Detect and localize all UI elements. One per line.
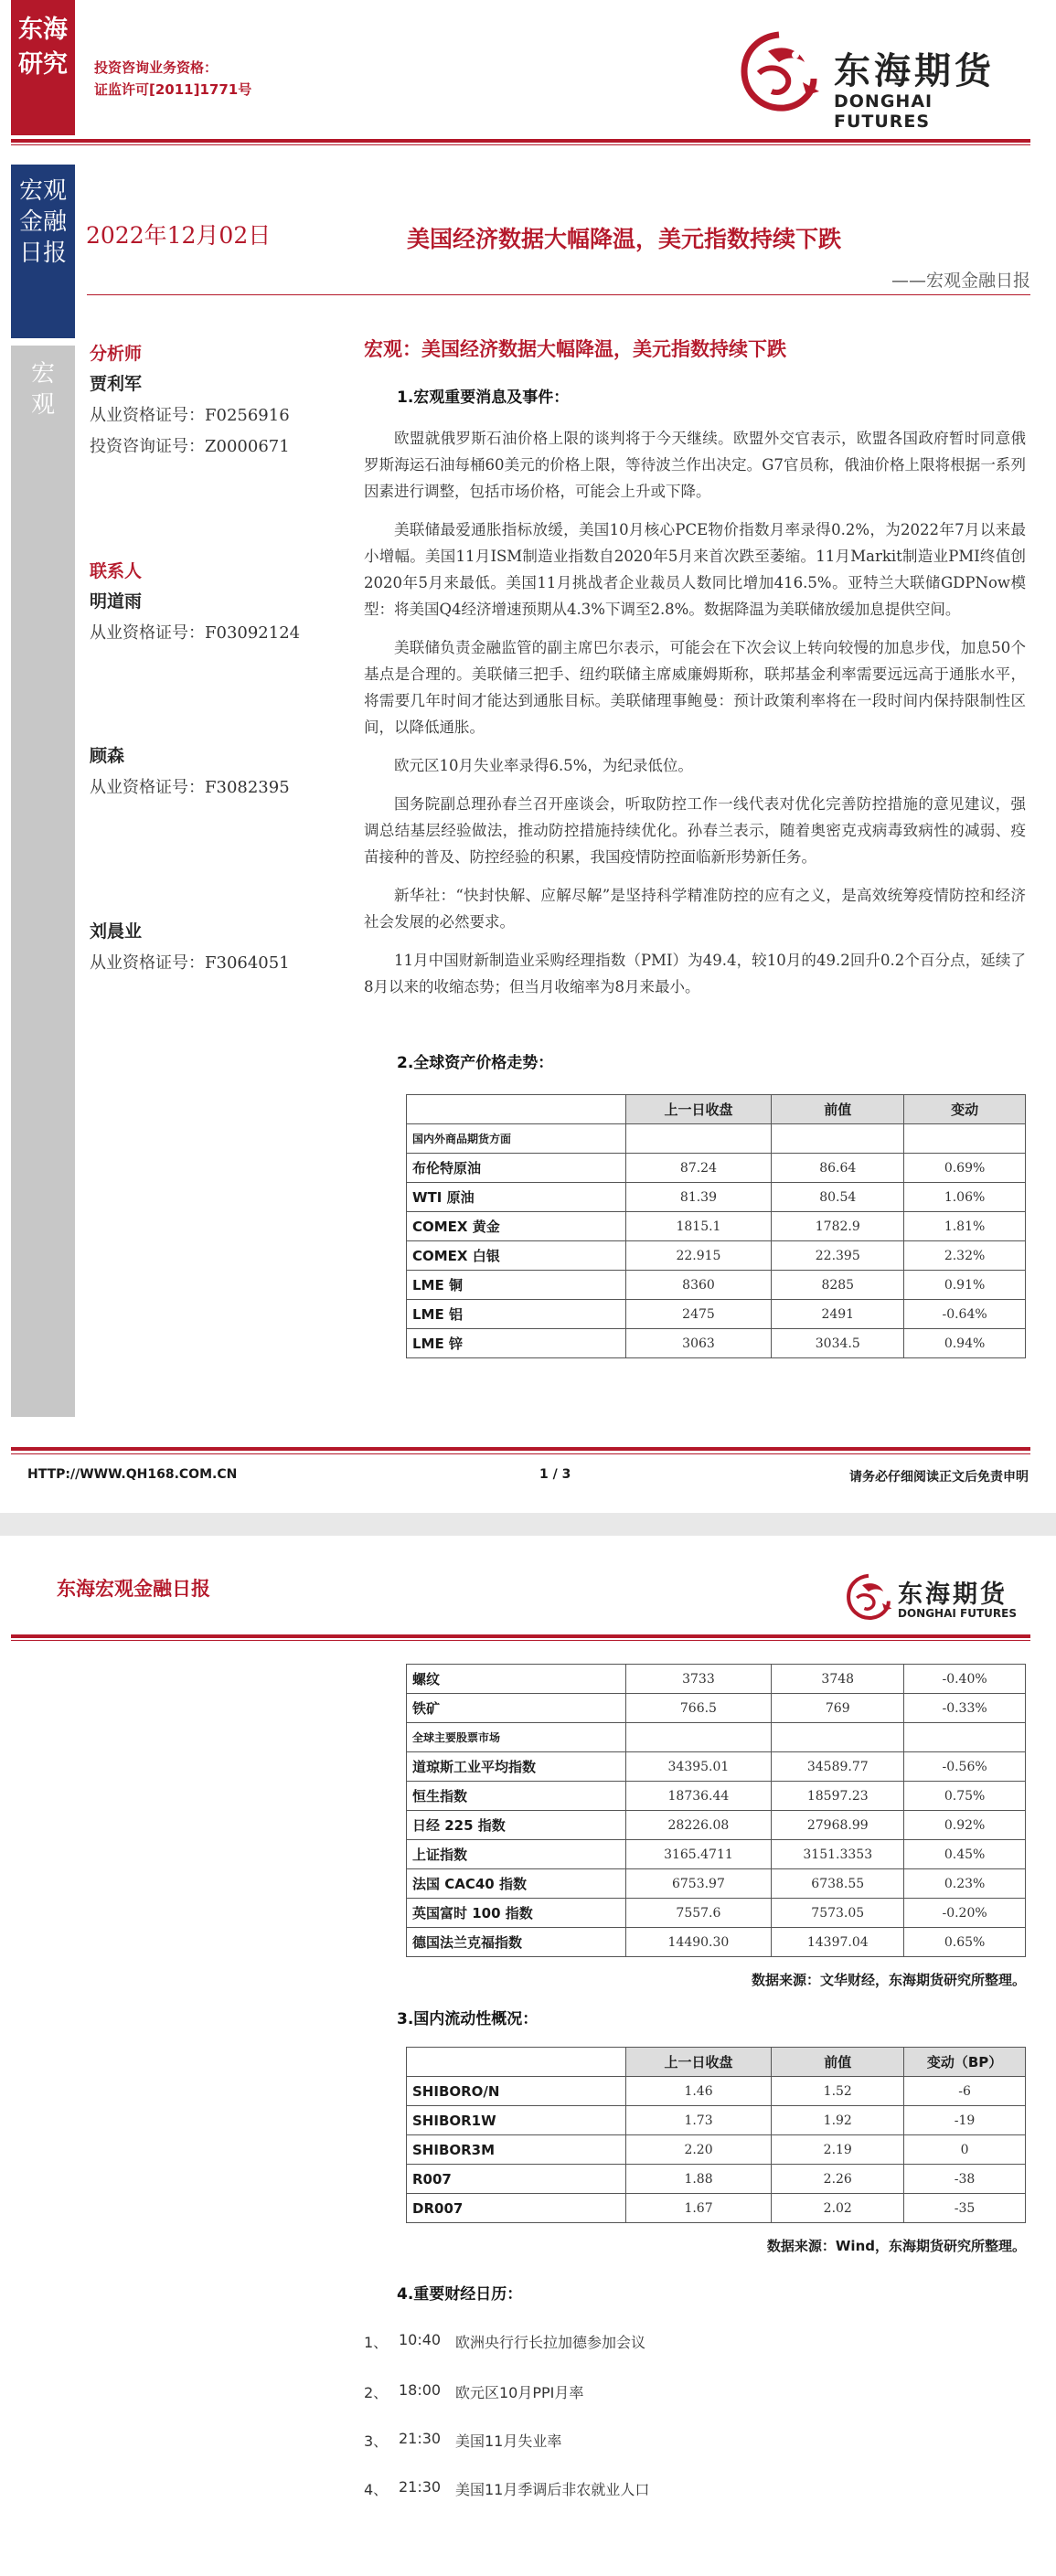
report-type-tab	[11, 165, 75, 338]
table-header-blank	[407, 1095, 626, 1124]
change-value-cell: 0.23%	[904, 1869, 1026, 1899]
report-type-line-3: 日报	[18, 240, 67, 267]
row-name-cell: 道琼斯工业平均指数	[407, 1752, 626, 1782]
qualification-block	[94, 57, 251, 101]
news-paragraph: 欧盟就俄罗斯石油价格上限的谈判将于今天继续。欧盟外交官表示，欧盟各国政府暂时同意俄罗斯海运石油每桶60美元的价格上限，等待波兰作出决定。G7官员称，俄油价格上限将根据一系列因素进行调整，包括市场价格，可能会上升或下降。	[364, 430, 1026, 500]
table-row	[407, 1183, 1026, 1212]
close-value-cell: 1.88	[625, 2165, 772, 2194]
change-value-cell: 2.32%	[904, 1241, 1026, 1271]
header-rule-thin	[11, 1640, 1030, 1641]
news-paragraph: 欧元区10月失业率录得6.5%，为纪录低位。	[394, 757, 693, 774]
prev-value-cell: 3034.5	[772, 1329, 904, 1358]
prev-value-cell: 80.54	[772, 1183, 904, 1212]
category-cell: 国内外商品期货方面	[407, 1124, 626, 1154]
qualification-line-2: 证监许可[2011]1771号	[94, 81, 252, 98]
calendar-event: 美国11月季调后非农就业人口	[455, 2481, 650, 2498]
row-name-cell: COMEX 白银	[407, 1241, 626, 1271]
calendar-time: 10:40	[399, 2331, 442, 2348]
contact-name: 顾森	[90, 746, 125, 766]
prev-value-cell: 8285	[772, 1271, 904, 1300]
close-value-cell: 2475	[625, 1300, 772, 1329]
logo-chinese-name: 东海期货	[834, 50, 995, 92]
contact-name: 明道雨	[90, 591, 143, 612]
prev-value-cell: 86.64	[772, 1154, 904, 1183]
close-value-cell: 1.67	[625, 2194, 772, 2223]
close-value-cell: 7557.6	[625, 1899, 772, 1928]
prev-value-cell: 3748	[772, 1665, 904, 1694]
main-content	[364, 335, 1026, 1358]
table-row	[407, 1869, 1026, 1899]
calendar-item	[364, 2478, 1004, 2500]
calendar-event: 欧元区10月PPI月率	[455, 2384, 584, 2401]
row-name-cell: LME 铜	[407, 1271, 626, 1300]
close-value-cell: 14490.30	[625, 1928, 772, 1957]
calendar-time: 21:30	[399, 2478, 442, 2496]
table-row	[407, 1665, 1026, 1694]
analyst-heading: 分析师	[90, 344, 143, 364]
row-name-cell: DR007	[407, 2194, 626, 2223]
liquidity-table	[406, 2047, 1026, 2223]
close-value-cell: 3733	[625, 1665, 772, 1694]
analyst-license: 从业资格证号：F0256916	[90, 406, 290, 425]
change-value-cell: -0.20%	[904, 1899, 1026, 1928]
contact-license: 从业资格证号：F3082395	[90, 778, 290, 797]
table-row	[407, 1300, 1026, 1329]
row-name-cell: 上证指数	[407, 1840, 626, 1869]
close-value-cell: 2.20	[625, 2135, 772, 2165]
change-value-cell: 0.65%	[904, 1928, 1026, 1957]
change-value-cell: -6	[904, 2077, 1026, 2106]
close-value-cell: 87.24	[625, 1154, 772, 1183]
prev-value-cell: 18597.23	[772, 1782, 904, 1811]
category-label	[11, 346, 75, 420]
close-value-cell: 8360	[625, 1271, 772, 1300]
calendar-index: 4、	[364, 2481, 389, 2498]
company-logo	[731, 27, 1033, 132]
change-value-cell: 0	[904, 2135, 1026, 2165]
table-category-row	[407, 1723, 1026, 1752]
change-value-cell: -38	[904, 2165, 1026, 2194]
calendar-item	[364, 2381, 1004, 2403]
contact-block-1	[90, 558, 355, 649]
prev-value-cell: 1.52	[772, 2077, 904, 2106]
change-value-cell: -19	[904, 2106, 1026, 2135]
empty-cell	[904, 1124, 1026, 1154]
table-header: 前值	[772, 1095, 904, 1124]
table-row	[407, 1329, 1026, 1358]
news-paragraph: 美联储负责金融监管的副主席巴尔表示，可能会在下次会议上转向较慢的加息步伐，加息50个基点是合理的。美联储三把手、纽约联储主席威廉姆斯称，联邦基金利率需要远远高于通胀水平，将需要几年时间才能达到通胀目标。美联储理事鲍曼：预计政策利率将在一段时间内保持限制性区间，以降低通胀。	[364, 639, 1026, 736]
row-name-cell: SHIBOR3M	[407, 2135, 626, 2165]
close-value-cell: 766.5	[625, 1694, 772, 1723]
footer-rule	[11, 1447, 1030, 1451]
calendar-index: 2、	[364, 2384, 389, 2401]
empty-cell	[904, 1723, 1026, 1752]
row-name-cell: WTI 原油	[407, 1183, 626, 1212]
report-title: 美国经济数据大幅降温，美元指数持续下跌	[407, 226, 842, 252]
company-logo-small	[841, 1570, 1038, 1627]
assets-rows	[407, 1154, 1026, 1358]
news-paragraph: 国务院副总理孙春兰召开座谈会，听取防控工作一线代表对优化完善防控措施的意见建议，强调总结基层经验做法，推动防控措施持续优化。孙春兰表示，随着奥密克戎病毒致病性的减弱、疫苗接种的普及、防控经验的积累，我国疫情防控面临新形势新任务。	[364, 795, 1026, 866]
close-value-cell: 6753.97	[625, 1869, 772, 1899]
change-value-cell: -0.56%	[904, 1752, 1026, 1782]
close-value-cell: 1815.1	[625, 1212, 772, 1241]
close-value-cell: 1.46	[625, 2077, 772, 2106]
change-value-cell: 0.45%	[904, 1840, 1026, 1869]
table-row	[407, 2077, 1026, 2106]
contact-block-2	[90, 742, 355, 804]
qualification-line-1: 投资咨询业务资格：	[94, 59, 219, 76]
prev-value-cell: 1.92	[772, 2106, 904, 2135]
news-heading: 1.宏观重要消息及事件：	[397, 389, 570, 407]
change-value-cell: 1.06%	[904, 1183, 1026, 1212]
report-type-line-2: 金融	[18, 208, 67, 236]
prev-value-cell: 6738.55	[772, 1869, 904, 1899]
table-row	[407, 1899, 1026, 1928]
section-title: 宏观：美国经济数据大幅降温，美元指数持续下跌	[364, 338, 786, 360]
prev-value-cell: 1782.9	[772, 1212, 904, 1241]
category-cell: 全球主要股票市场	[407, 1723, 626, 1752]
footer-disclaimer: 请务必仔细阅读正文后免责申明	[849, 1470, 1029, 1485]
prev-value-cell: 2.26	[772, 2165, 904, 2194]
table-row	[407, 1928, 1026, 1957]
table-category-row	[407, 1124, 1026, 1154]
change-value-cell: -35	[904, 2194, 1026, 2223]
table-row	[407, 1811, 1026, 1840]
change-value-cell: 0.75%	[904, 1782, 1026, 1811]
calendar-item	[364, 2430, 1004, 2452]
research-tab	[11, 0, 75, 135]
analyst-advisory: 投资咨询证号：Z0000671	[90, 437, 290, 456]
contact-name: 刘晨业	[90, 921, 143, 942]
row-name-cell: 德国法兰克福指数	[407, 1928, 626, 1957]
assets-table	[406, 1094, 1026, 1358]
row-name-cell: LME 铝	[407, 1300, 626, 1329]
report-page-2	[0, 1536, 1056, 2576]
contact-block-3	[90, 918, 355, 979]
news-paragraph: 新华社：“快封快解、应解尽解”是坚持科学精准防控的应有之义，是高效统筹疫情防控和经济社会发展的必然要求。	[364, 887, 1026, 931]
close-value-cell: 34395.01	[625, 1752, 772, 1782]
table-header-blank	[407, 2048, 626, 2077]
contact-license: 从业资格证号：F03092124	[90, 623, 301, 643]
row-name-cell: COMEX 黄金	[407, 1212, 626, 1241]
assets-rows	[407, 1665, 1026, 1723]
table-row	[407, 2135, 1026, 2165]
close-value-cell: 28226.08	[625, 1811, 772, 1840]
change-value-cell: 0.69%	[904, 1154, 1026, 1183]
assets-table-continued	[406, 1664, 1026, 1957]
calendar-item	[364, 2331, 1004, 2353]
header-rule	[11, 139, 1030, 143]
table-row	[407, 2106, 1026, 2135]
table-row	[407, 1840, 1026, 1869]
assets-heading: 2.全球资产价格走势：	[397, 1054, 554, 1072]
prev-value-cell: 769	[772, 1694, 904, 1723]
calendar-event: 美国11月失业率	[455, 2432, 562, 2450]
category-strip	[11, 346, 75, 1417]
table-header-row	[407, 2048, 1026, 2077]
change-value-cell: -0.40%	[904, 1665, 1026, 1694]
analyst-block	[90, 340, 355, 463]
row-name-cell: SHIBOR1W	[407, 2106, 626, 2135]
table-header: 上一日收盘	[625, 1095, 772, 1124]
table-row	[407, 1271, 1026, 1300]
table-header: 变动（BP）	[904, 2048, 1026, 2077]
calendar-index: 3、	[364, 2432, 389, 2450]
table-row	[407, 1154, 1026, 1183]
calendar-time: 18:00	[399, 2381, 442, 2399]
table-row	[407, 1241, 1026, 1271]
report-date: 2022年12月02日	[86, 222, 272, 249]
calendar-heading: 4.重要财经日历：	[397, 2285, 523, 2304]
calendar-index: 1、	[364, 2334, 389, 2351]
close-value-cell: 81.39	[625, 1183, 772, 1212]
category-label-line-2: 观	[30, 391, 55, 419]
footer-url[interactable]: HTTP://WWW.QH168.COM.CN	[27, 1467, 238, 1482]
liquidity-rows	[407, 2077, 1026, 2223]
dragon-logo-icon	[731, 27, 827, 119]
table-header: 前值	[772, 2048, 904, 2077]
table-row	[407, 1694, 1026, 1723]
row-name-cell: 日经 225 指数	[407, 1811, 626, 1840]
assets-source-note: 数据来源：文华财经，东海期货研究所整理。	[751, 1972, 1026, 1988]
report-subtitle: ——宏观金融日报	[891, 271, 1030, 291]
news-paragraph: 美联储最爱通胀指标放缓，美国10月核心PCE物价指数月率录得0.2%，为2022年7月以来最小增幅。美国11月ISM制造业指数自2020年5月来首次跌至萎缩。11月Markit制造业PMI终值创2020年5月来最低。美国11月挑战者企业裁员人数同比增加416.5%。亚特兰大联储GDPNow模型：将美国Q4经济增速预期从4.3%下调至2.8%。数据降温为美联储放缓加息提供空间。	[364, 521, 1026, 618]
table-row	[407, 1782, 1026, 1811]
row-name-cell: 螺纹	[407, 1665, 626, 1694]
title-rule	[87, 294, 1030, 295]
analyst-name: 贾利军	[90, 374, 143, 394]
table-row	[407, 2194, 1026, 2223]
prev-value-cell: 34589.77	[772, 1752, 904, 1782]
prev-value-cell: 2.19	[772, 2135, 904, 2165]
dragon-logo-icon	[841, 1570, 896, 1625]
footer-rule-thin	[11, 1453, 1030, 1454]
running-title: 东海宏观金融日报	[57, 1578, 210, 1600]
change-value-cell: -0.64%	[904, 1300, 1026, 1329]
calendar-event: 欧洲央行行长拉加德参加会议	[455, 2334, 646, 2351]
prev-value-cell: 7573.05	[772, 1899, 904, 1928]
prev-value-cell: 2491	[772, 1300, 904, 1329]
category-label-line-1: 宏	[30, 360, 55, 388]
table-row	[407, 1752, 1026, 1782]
row-name-cell: 布伦特原油	[407, 1154, 626, 1183]
close-value-cell: 22.915	[625, 1241, 772, 1271]
change-value-cell: 0.92%	[904, 1811, 1026, 1840]
research-tab-line-1: 东海	[18, 16, 68, 44]
prev-value-cell: 3151.3353	[772, 1840, 904, 1869]
table-row	[407, 2165, 1026, 2194]
header-rule	[11, 1634, 1030, 1638]
liquidity-source-note: 数据来源：Wind，东海期货研究所整理。	[766, 2238, 1026, 2254]
close-value-cell: 1.73	[625, 2106, 772, 2135]
contact-license: 从业资格证号：F3064051	[90, 953, 290, 973]
change-value-cell: 1.81%	[904, 1212, 1026, 1241]
logo-english-name: DONGHAI FUTURES	[898, 1607, 1017, 1620]
prev-value-cell: 2.02	[772, 2194, 904, 2223]
row-name-cell: LME 锌	[407, 1329, 626, 1358]
row-name-cell: 英国富时 100 指数	[407, 1899, 626, 1928]
research-tab-line-2: 研究	[18, 50, 68, 79]
table-header: 上一日收盘	[625, 2048, 772, 2077]
prev-value-cell: 14397.04	[772, 1928, 904, 1957]
prev-value-cell: 27968.99	[772, 1811, 904, 1840]
header-rule-thin	[11, 144, 1030, 145]
empty-cell	[625, 1723, 772, 1752]
row-name-cell: 法国 CAC40 指数	[407, 1869, 626, 1899]
close-value-cell: 3165.4711	[625, 1840, 772, 1869]
main-content-continued	[364, 1664, 1026, 2304]
table-row	[407, 1212, 1026, 1241]
table-header-row	[407, 1095, 1026, 1124]
row-name-cell: 铁矿	[407, 1694, 626, 1723]
logo-english-name: DONGHAI FUTURES	[834, 91, 933, 132]
empty-cell	[772, 1124, 904, 1154]
row-name-cell: 恒生指数	[407, 1782, 626, 1811]
table-header: 变动	[904, 1095, 1026, 1124]
contacts-heading: 联系人	[90, 561, 143, 581]
report-type-line-1: 宏观	[18, 177, 67, 205]
change-value-cell: -0.33%	[904, 1694, 1026, 1723]
calendar-time: 21:30	[399, 2430, 442, 2447]
close-value-cell: 18736.44	[625, 1782, 772, 1811]
news-paragraph: 11月中国财新制造业采购经理指数（PMI）为49.4，较10月的49.2回升0.2个百分点，延续了8月以来的收缩态势；但当月收缩率为8月来最小。	[364, 952, 1026, 995]
liquidity-heading: 3.国内流动性概况：	[397, 2010, 539, 2028]
close-value-cell: 3063	[625, 1329, 772, 1358]
empty-cell	[772, 1723, 904, 1752]
footer-page-number: 1 / 3	[539, 1467, 571, 1482]
empty-cell	[625, 1124, 772, 1154]
change-value-cell: 0.94%	[904, 1329, 1026, 1358]
row-name-cell: R007	[407, 2165, 626, 2194]
logo-chinese-name: 东海期货	[898, 1581, 1008, 1609]
prev-value-cell: 22.395	[772, 1241, 904, 1271]
change-value-cell: 0.91%	[904, 1271, 1026, 1300]
row-name-cell: SHIBORO/N	[407, 2077, 626, 2106]
assets-rows	[407, 1752, 1026, 1957]
